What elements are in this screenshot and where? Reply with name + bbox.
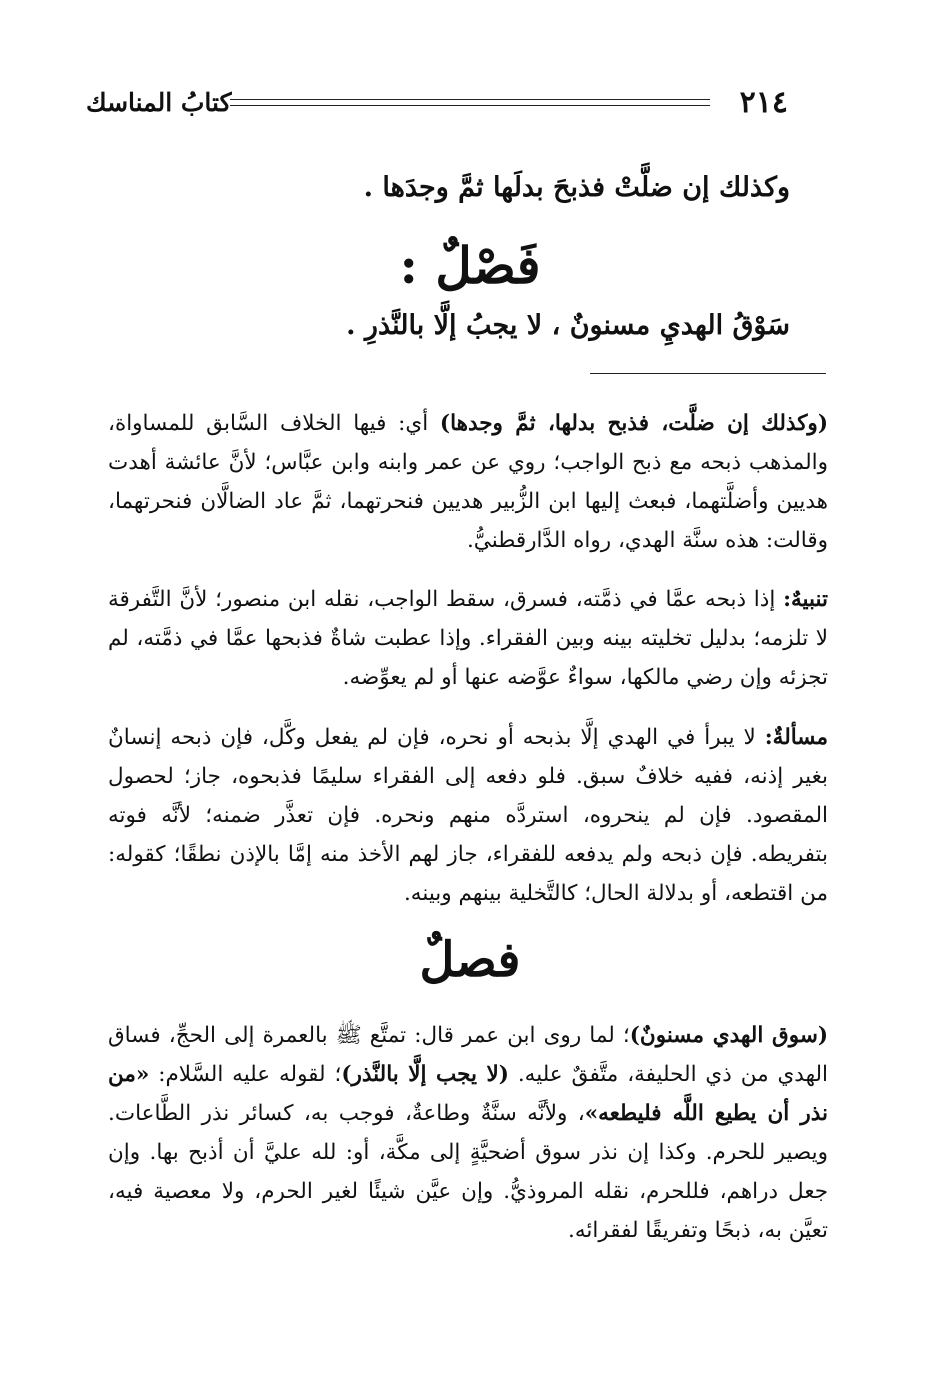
paragraph-text: ؛ لما روى ابن عمر قال: تمتَّع ﷺ بالعمرة إلى الحجِّ، فساق الهدي من ذي الحليفة، متَّفقٌ عليه. bbox=[108, 1023, 829, 1087]
hadith-quote: «من نذر أن يطيع اللَّه فليطعه» bbox=[108, 1062, 828, 1126]
commentary-paragraph-3 bbox=[108, 718, 828, 913]
paragraph-text: لا يبرأ في الهدي إلَّا بذبحه أو نحره، فإن لم يفعل وكَّل، فإن ذبحه إنسانٌ بغير إذنه، ففيه خلافٌ سبق. فلو دفعه إلى الفقراء سليمًا فذبحوه، جاز؛ لحصول المقصود. فإن لم ينحروه، استردَّه منهم ونحره. فإن تعذَّر ضمنه؛ لأنَّه فوته بتفريطه. فإن ذبحه ولم يدفعه للفقراء، جاز لهم الأخذ منه إمَّا بالإذن نطقًا؛ كقوله: من اقتطعه، أو بدلالة الحال؛ كالتَّخلية بينهم وبينه. bbox=[108, 725, 828, 906]
paragraph-text: ، ولأنَّه سنَّةٌ وطاعةٌ، فوجب به، كسائر نذر الطَّاعات. ويصير للحرم. وكذا إن نذر سوق أضحيَّةٍ إلى مكَّة، أو: لله عليَّ أن أذبح بها. وإن جعل دراهم، فللحرم، نقله المروذيُّ. وإن عيَّن شيئًا لغير الحرم، ولا معصية فيه، تعيَّن به، ذبحًا وتفريقًا لفقرائه. bbox=[108, 1101, 828, 1243]
quoted-matn: (سوق الهدي مسنونٌ) bbox=[629, 1023, 829, 1048]
commentary-paragraph-4 bbox=[108, 1016, 828, 1250]
quoted-matn: (لا يجب إلَّا بالنَّذر) bbox=[341, 1062, 509, 1087]
matn-line-1: وكذلك إن ضلَّتْ فذبحَ بدلَها ثمَّ وجدَها . bbox=[363, 172, 790, 203]
book-title: كتابُ المناسك bbox=[86, 88, 232, 117]
page-header bbox=[86, 86, 788, 126]
page-number: ٢١٤ bbox=[739, 85, 788, 120]
matn-line-2: سَوْقُ الهديِ مسنونٌ ، لا يجبُ إلَّا بالنَّذرِ . bbox=[346, 310, 790, 341]
footnote-separator bbox=[590, 373, 826, 374]
header-rule bbox=[230, 99, 710, 106]
commentary-paragraph-1 bbox=[108, 404, 828, 560]
section-heading-commentary: فصلٌ bbox=[419, 932, 521, 988]
paragraph-text: إذا ذبحه عمَّا في ذمَّته، فسرق، سقط الواجب، نقله ابن منصور؛ لأنَّ التَّفرقة لا تلزمه؛ بدليل تخليته بينه وبين الفقراء. وإذا عطبت شاةٌ فذبحها عمَّا في ذمَّته، لم تجزئه وإن رضي مالكها، سواءٌ عوَّضه عنها أو لم يعوِّضه. bbox=[108, 587, 828, 690]
issue-label: مسألةٌ: bbox=[764, 725, 828, 750]
section-heading-main: فَصْلٌ : bbox=[399, 236, 541, 295]
paragraph-text: أي: فيها الخلاف السَّابق للمساواة، والمذهب ذبحه مع ذبح الواجب؛ روي عن عمر وابنه وابن عبَّاس؛ لأنَّ عائشة أهدت هديين وأضلَّتهما، فبعث إليها ابن الزُّبير هديين فنحرتهما، ثمَّ عاد الضالَّان فنحرتهما، وقالت: هذه سنَّة الهدي، رواه الدَّارقطنيُّ. bbox=[108, 411, 828, 553]
commentary-paragraph-2 bbox=[108, 580, 828, 697]
note-label: تنبيهٌ: bbox=[783, 587, 828, 612]
paragraph-text: ؛ لقوله عليه السَّلام: bbox=[149, 1062, 342, 1087]
quoted-matn: (وكذلك إن ضلَّت، فذبح بدلها، ثمَّ وجدها) bbox=[439, 411, 828, 436]
